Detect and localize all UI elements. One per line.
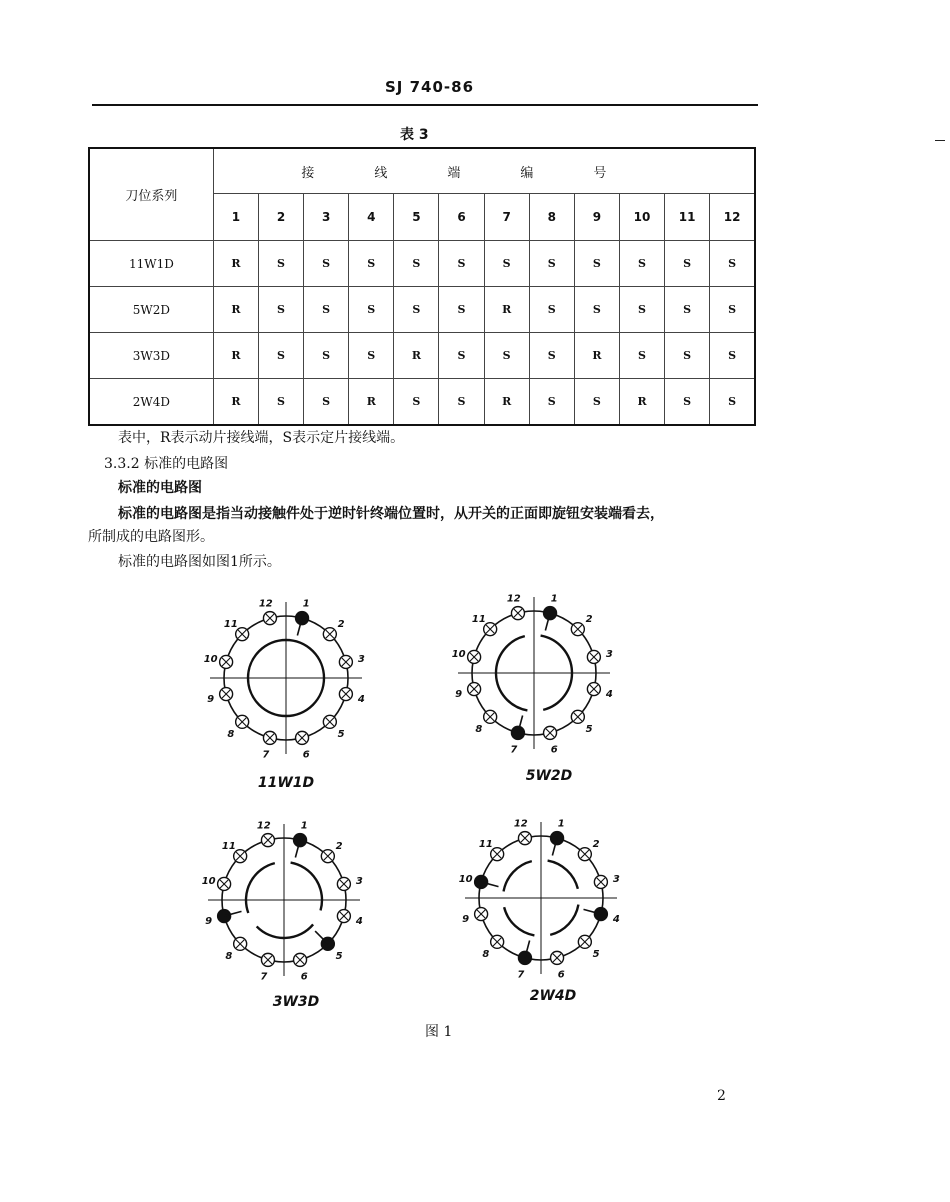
terminal-cell: S [665,333,710,379]
terminal-number: 12 [506,593,521,605]
body-paragraph-3: 标准的电路图如图1所示。 [118,554,281,570]
rotor-segment [246,863,275,913]
rotor-segment [291,863,322,911]
terminal-cell: S [710,379,755,426]
terminal-number: 3 [612,873,620,885]
column-header: 7 [484,194,529,241]
terminal-number: 4 [612,914,620,926]
terminal-cell: S [304,379,349,426]
terminal-number: 2 [335,840,343,852]
section-title: 标准的电路图 [118,480,202,496]
terminal-number: 2 [592,838,600,850]
terminal-cell: S [665,241,710,287]
terminal-number: 7 [510,744,518,756]
terminal-number: 10 [451,648,466,660]
terminal-table [88,147,756,426]
terminal-cell: S [665,287,710,333]
column-header: 9 [574,194,619,241]
series-cell: 3W3D [89,333,213,379]
terminal-number: 12 [513,818,528,830]
terminal-cell: S [439,241,484,287]
table-row [89,241,755,287]
section-heading: 3.3.2 标准的电路图 [104,456,229,472]
terminal-cell: S [304,241,349,287]
series-cell: 5W2D [89,287,213,333]
terminal-cell: S [439,379,484,426]
terminal-cell: R [349,379,394,426]
terminal-number: 7 [260,971,268,983]
terminal-cell: S [258,241,303,287]
column-header: 4 [349,194,394,241]
terminal-number: 12 [258,598,273,610]
terminal-number: 1 [302,598,310,610]
terminal-cell: S [710,287,755,333]
terminal-cell: R [394,333,439,379]
terminal-number: 4 [357,694,365,706]
table-note: 表中，R表示动片接线端，S表示定片接线端。 [118,430,405,446]
terminal-number: 10 [201,875,216,887]
terminal-cell: S [484,241,529,287]
diagram-label-3w3d: 3W3D [272,994,320,1010]
column-header: 5 [394,194,439,241]
figure-caption: 图 1 [425,1024,453,1040]
terminal-number: 2 [337,618,345,630]
terminal-cell: R [213,333,258,379]
table-body [89,241,755,426]
terminal-cell: S [394,241,439,287]
terminal-number: 9 [455,689,463,701]
terminal-cell: S [439,287,484,333]
diagram-label-5w2d: 5W2D [525,768,573,784]
column-header: 1 [213,194,258,241]
table-title: 表 3 [400,127,429,143]
terminal-number: 6 [550,744,558,756]
table-row [89,379,755,426]
circuit-diagram-2w4d [455,810,635,990]
terminal-number: 8 [475,724,483,736]
terminal-number: 6 [302,749,310,761]
terminal-cell: S [349,241,394,287]
table-row [89,287,755,333]
terminal-cell: S [619,287,664,333]
terminal-number: 11 [471,613,486,625]
terminal-number: 4 [355,916,363,928]
terminal-cell: R [484,379,529,426]
terminal-number: 7 [517,969,525,981]
terminal-number: 6 [300,971,308,983]
terminal-cell: S [710,333,755,379]
standard-code: SJ 740-86 [385,78,475,96]
terminal-cell: S [258,379,303,426]
column-header: 8 [529,194,574,241]
terminal-number: 5 [585,724,593,736]
diagram-label-2w4d: 2W4D [529,988,577,1004]
terminal-number: 3 [357,653,365,665]
terminal-number: 3 [605,648,613,660]
terminal-number: 2 [585,613,593,625]
terminal-number: 11 [221,840,236,852]
terminal-number: 5 [335,951,343,963]
rotor-segment [504,861,532,891]
terminal-cell: S [529,379,574,426]
terminal-number: 12 [256,820,271,832]
terminal-cell: S [439,333,484,379]
series-cell: 11W1D [89,241,213,287]
terminal-number: 1 [300,820,308,832]
header-rule [92,104,758,106]
terminal-cell: R [619,379,664,426]
terminal-cell: S [529,241,574,287]
terminal-cell: S [619,333,664,379]
group-header: 接线端编号 [213,148,755,194]
terminal-number: 11 [223,618,238,630]
terminal-cell: S [574,241,619,287]
series-cell: 2W4D [89,379,213,426]
rotor-segment [548,861,578,889]
terminal-cell: S [349,287,394,333]
terminal-cell: S [349,333,394,379]
rotor-segment [550,905,578,935]
terminal-number: 10 [458,873,473,885]
terminal-cell: S [484,333,529,379]
page-number: 2 [717,1088,726,1104]
table-row [89,333,755,379]
terminal-number: 10 [203,653,218,665]
column-header: 3 [304,194,349,241]
body-paragraph-2: 所制成的电路图形。 [88,529,214,545]
terminal-cell: S [258,333,303,379]
terminal-number: 8 [227,729,235,741]
terminal-cell: S [304,333,349,379]
terminal-number: 4 [605,689,613,701]
column-header: 11 [665,194,710,241]
terminal-number: 9 [462,914,470,926]
diagram-label-11w1d: 11W1D [257,775,315,791]
rotor-segment [257,924,313,938]
terminal-cell: S [394,287,439,333]
terminal-cell: S [258,287,303,333]
terminal-number: 9 [205,916,213,928]
terminal-number: 7 [262,749,270,761]
terminal-cell: S [710,241,755,287]
terminal-cell: R [213,241,258,287]
terminal-cell: S [304,287,349,333]
terminal-cell: S [574,379,619,426]
terminal-cell: R [213,379,258,426]
column-header: 6 [439,194,484,241]
terminal-number: 6 [557,969,565,981]
terminal-number: 9 [207,694,215,706]
column-header: 12 [710,194,755,241]
terminal-number: 3 [355,875,363,887]
column-header: 2 [258,194,303,241]
circuit-diagram-5w2d [448,585,628,765]
terminal-cell: S [529,333,574,379]
terminal-cell: S [619,241,664,287]
terminal-cell: R [484,287,529,333]
terminal-cell: S [394,379,439,426]
terminal-cell: S [665,379,710,426]
column-header: 10 [619,194,664,241]
terminal-number: 11 [478,838,493,850]
row-header: 刀位系列 [89,148,213,241]
terminal-number: 1 [557,818,565,830]
terminal-cell: R [213,287,258,333]
body-paragraph-1: 标准的电路图是指当动接触件处于逆时针终端位置时，从开关的正面即旋钮安装端看去， [118,506,664,522]
terminal-number: 8 [225,951,233,963]
terminal-number: 8 [482,949,490,961]
edge-mark [935,140,945,141]
terminal-number: 5 [337,729,345,741]
terminal-number: 5 [592,949,600,961]
circuit-diagram-11w1d [200,590,370,770]
terminal-cell: S [574,287,619,333]
terminal-number: 1 [550,593,558,605]
terminal-cell: R [574,333,619,379]
rotor-segment [504,907,534,935]
terminal-cell: S [529,287,574,333]
circuit-diagram-3w3d [198,812,378,992]
